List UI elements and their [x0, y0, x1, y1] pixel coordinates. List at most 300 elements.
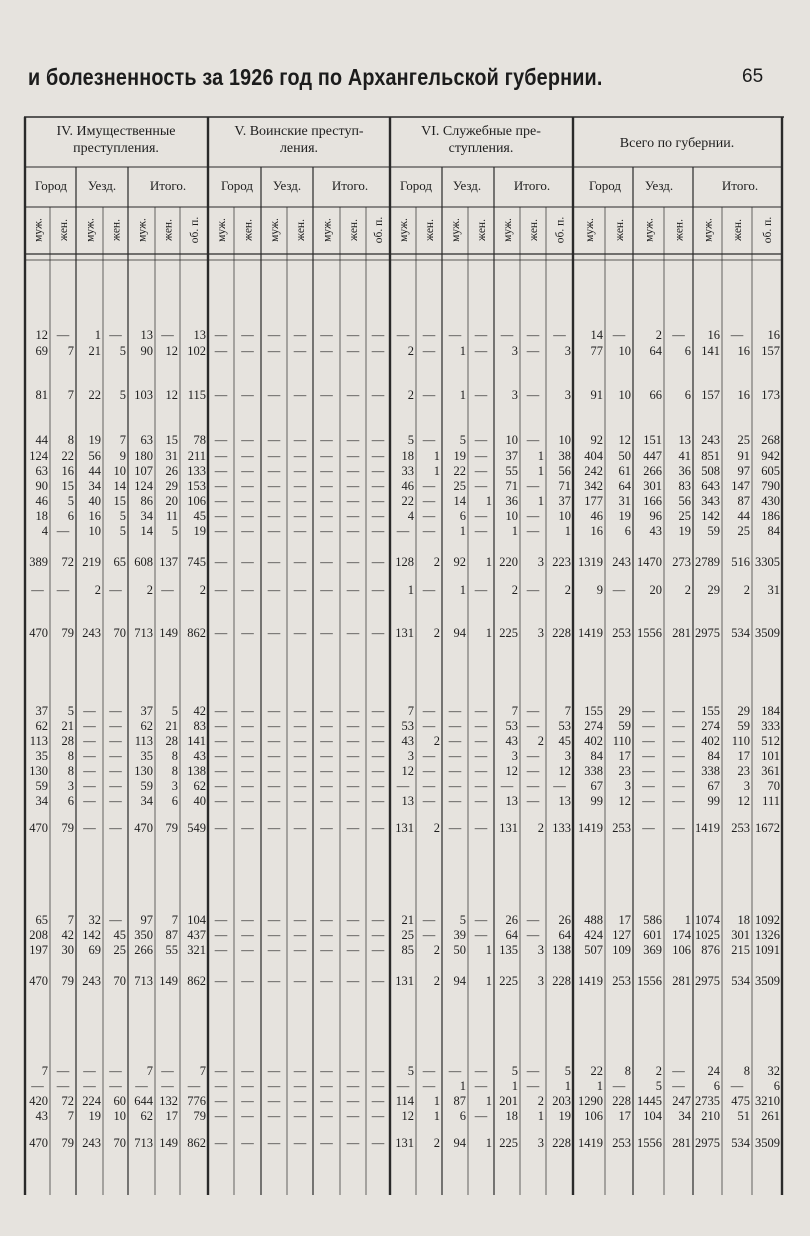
table-cell: —: [109, 1064, 122, 1078]
table-row: [36, 464, 781, 478]
table-cell: —: [474, 913, 488, 927]
table-cell: 608: [134, 555, 153, 569]
table-cell: 45: [558, 734, 571, 748]
table-cell: —: [109, 764, 122, 778]
table-cell: 1: [596, 1079, 603, 1093]
table-cell: —: [526, 749, 540, 763]
table-cell: 5: [655, 1079, 662, 1093]
table-cell: —: [320, 1109, 333, 1123]
table-cell: 253: [731, 821, 750, 835]
table-cell: 43: [401, 734, 414, 748]
table-cell: 1: [537, 464, 544, 478]
table-cell: 46: [401, 479, 414, 493]
table-cell: 174: [672, 928, 691, 942]
table-cell: 1: [433, 449, 440, 463]
table-cell: 1556: [637, 1136, 662, 1150]
table-cell: 2975: [695, 626, 720, 640]
table-cell: —: [474, 433, 488, 447]
table-cell: 97: [737, 464, 750, 478]
table-cell: 512: [761, 734, 780, 748]
table-cell: —: [293, 1079, 307, 1093]
group-header-province-total: Всего по губернии.: [619, 136, 735, 151]
table-cell: —: [371, 1094, 385, 1108]
table-cell: —: [371, 449, 385, 463]
table-cell: 59: [140, 779, 153, 793]
table-cell: —: [214, 794, 228, 808]
table-cell: 29: [737, 704, 750, 718]
table-cell: 876: [701, 943, 720, 957]
table-cell: —: [448, 328, 462, 342]
table-cell: 32: [767, 1064, 780, 1078]
table-cell: —: [371, 734, 385, 748]
table-cell: —: [214, 821, 228, 835]
table-cell: —: [396, 1079, 410, 1093]
table-cell: —: [396, 524, 410, 538]
table-cell: —: [320, 626, 333, 640]
table-cell: 243: [701, 433, 720, 447]
table-cell: 33: [401, 464, 414, 478]
table-cell: 18: [737, 913, 750, 927]
table-cell: 83: [678, 479, 691, 493]
table-cell: 19: [193, 524, 206, 538]
table-cell: —: [83, 794, 96, 808]
table-cell: —: [346, 583, 360, 597]
table-cell: 942: [761, 449, 780, 463]
table-cell: 5: [459, 913, 466, 927]
table-cell: 29: [165, 479, 178, 493]
table-cell: —: [109, 583, 122, 597]
table-row: [36, 719, 781, 733]
table-cell: 56: [678, 494, 691, 508]
table-cell: 94: [453, 974, 466, 988]
table-cell: —: [267, 943, 281, 957]
table-cell: —: [371, 479, 385, 493]
table-cell: —: [422, 1079, 436, 1093]
table-cell: —: [422, 328, 436, 342]
table-cell: 59: [737, 719, 750, 733]
table-cell: —: [474, 734, 488, 748]
table-cell: 1419: [578, 974, 603, 988]
table-cell: —: [642, 779, 655, 793]
table-cell: —: [612, 328, 626, 342]
table-cell: —: [241, 1109, 254, 1123]
table-cell: 281: [672, 1136, 691, 1150]
table-cell: 151: [643, 433, 662, 447]
table-cell: —: [474, 328, 488, 342]
table-cell: 268: [761, 433, 780, 447]
table-cell: 36: [678, 464, 691, 478]
table-cell: 1: [485, 626, 492, 640]
column-header-m: муж.: [502, 218, 514, 242]
table-cell: 402: [701, 734, 720, 748]
table-cell: 28: [61, 734, 74, 748]
table-cell: —: [214, 764, 228, 778]
table-cell: —: [346, 449, 360, 463]
table-cell: —: [241, 779, 254, 793]
table-cell: 1: [485, 1094, 492, 1108]
table-cell: —: [267, 449, 281, 463]
table-cell: —: [371, 779, 385, 793]
table-cell: —: [526, 328, 540, 342]
table-cell: 44: [88, 464, 101, 478]
table-cell: —: [293, 704, 307, 718]
table-cell: 1: [459, 388, 466, 402]
table-cell: 38: [558, 449, 571, 463]
table-cell: —: [346, 479, 360, 493]
table-cell: 24: [707, 1064, 720, 1078]
table-cell: 37: [140, 704, 153, 718]
table-cell: 79: [193, 1109, 206, 1123]
table-cell: 31: [618, 494, 631, 508]
table-cell: —: [320, 943, 333, 957]
table-cell: —: [214, 555, 228, 569]
table-cell: 1025: [695, 928, 720, 942]
table-cell: —: [448, 764, 462, 778]
table-cell: 28: [165, 734, 178, 748]
table-cell: 109: [612, 943, 631, 957]
table-cell: 243: [82, 1136, 101, 1150]
column-header-m: муж.: [321, 218, 334, 242]
table-cell: 1: [564, 1079, 571, 1093]
table-cell: 2: [655, 328, 662, 342]
table-cell: —: [161, 328, 174, 342]
table-cell: 31: [165, 449, 178, 463]
table-cell: —: [320, 719, 333, 733]
table-cell: 133: [552, 821, 571, 835]
table-cell: 43: [649, 524, 662, 538]
table-cell: 3: [537, 1136, 544, 1150]
table-cell: —: [448, 794, 462, 808]
table-cell: —: [346, 464, 360, 478]
table-cell: 16: [737, 344, 750, 358]
table-cell: 79: [165, 821, 178, 835]
table-cell: 507: [584, 943, 603, 957]
table-cell: —: [526, 1079, 540, 1093]
table-cell: —: [526, 344, 540, 358]
subheader-county: Уезд.: [272, 178, 302, 193]
table-cell: —: [371, 388, 385, 402]
table-cell: 10: [558, 433, 571, 447]
table-cell: —: [320, 433, 333, 447]
table-cell: 281: [672, 974, 691, 988]
table-cell: —: [293, 764, 307, 778]
table-cell: 131: [395, 1136, 414, 1150]
table-cell: —: [422, 509, 436, 523]
table-cell: —: [214, 626, 228, 640]
table-cell: 99: [590, 794, 603, 808]
table-cell: —: [320, 388, 333, 402]
table-cell: 420: [29, 1094, 48, 1108]
table-cell: 369: [643, 943, 662, 957]
table-cell: —: [267, 433, 281, 447]
table-cell: —: [293, 719, 307, 733]
table-row: [30, 583, 780, 597]
table-cell: 13: [140, 328, 153, 342]
table-cell: 43: [193, 749, 206, 763]
table-cell: 4: [41, 524, 48, 538]
table-cell: 2: [564, 583, 571, 597]
table-cell: —: [346, 779, 360, 793]
table-cell: 50: [453, 943, 466, 957]
table-cell: 19: [88, 1109, 101, 1123]
table-cell: —: [241, 328, 254, 342]
table-cell: —: [371, 555, 385, 569]
table-cell: —: [526, 433, 540, 447]
table-cell: —: [214, 974, 228, 988]
table-cell: 173: [761, 388, 780, 402]
table-cell: 131: [395, 626, 414, 640]
table-cell: 16: [707, 328, 720, 342]
table-cell: —: [320, 449, 333, 463]
column-header-f: жен.: [673, 219, 686, 241]
table-cell: 243: [82, 626, 101, 640]
table-cell: 8: [67, 749, 74, 763]
table-cell: —: [346, 1094, 360, 1108]
table-cell: 62: [35, 719, 48, 733]
table-cell: 2: [199, 583, 206, 597]
table-cell: 81: [35, 388, 48, 402]
table-cell: —: [161, 1064, 174, 1078]
table-cell: —: [241, 821, 254, 835]
table-cell: —: [267, 749, 281, 763]
column-header-f: жен.: [348, 219, 360, 241]
table-cell: 3509: [755, 974, 780, 988]
table-cell: 274: [701, 719, 720, 733]
table-cell: 70: [767, 779, 780, 793]
table-cell: 141: [701, 344, 720, 358]
table-cell: 7: [199, 1064, 206, 1078]
table-cell: —: [422, 719, 436, 733]
table-cell: —: [83, 704, 96, 718]
table-cell: —: [346, 764, 360, 778]
column-header-m: муж.: [643, 218, 656, 242]
table-cell: 7: [67, 344, 74, 358]
table-cell: —: [371, 704, 385, 718]
table-cell: 13: [401, 794, 414, 808]
table-cell: —: [161, 583, 174, 597]
table-cell: —: [241, 479, 254, 493]
table-cell: 25: [401, 928, 414, 942]
table-cell: —: [267, 1064, 281, 1078]
table-cell: 40: [193, 794, 206, 808]
table-cell: —: [346, 433, 360, 447]
table-cell: —: [214, 328, 228, 342]
table-cell: 470: [29, 821, 48, 835]
table-cell: 273: [672, 555, 691, 569]
table-cell: —: [109, 719, 122, 733]
table-cell: 8: [171, 749, 178, 763]
table-cell: 6: [67, 509, 74, 523]
table-cell: —: [56, 1079, 70, 1093]
table-cell: 2: [94, 583, 101, 597]
table-cell: 21: [401, 913, 414, 927]
table-cell: 42: [193, 704, 206, 718]
table-cell: —: [672, 794, 685, 808]
table-cell: —: [672, 749, 685, 763]
column-header-f: жен.: [295, 219, 307, 241]
table-cell: 2: [433, 943, 440, 957]
table-cell: 18: [505, 1109, 518, 1123]
table-cell: 53: [505, 719, 518, 733]
table-cell: 22: [401, 494, 414, 508]
table-cell: 90: [140, 344, 153, 358]
table-cell: —: [371, 494, 385, 508]
table-cell: 343: [701, 494, 720, 508]
table-cell: —: [267, 913, 281, 927]
table-cell: —: [642, 794, 655, 808]
table-cell: 44: [35, 433, 48, 447]
table-cell: 508: [701, 464, 720, 478]
table-cell: 342: [584, 479, 603, 493]
table-cell: 90: [35, 479, 48, 493]
table-cell: —: [293, 821, 307, 835]
table-cell: —: [371, 913, 385, 927]
table-cell: 10: [618, 388, 631, 402]
table-cell: 155: [701, 704, 720, 718]
table-cell: 37: [35, 704, 48, 718]
table-cell: 62: [140, 719, 153, 733]
table-cell: —: [267, 734, 281, 748]
table-cell: 19: [453, 449, 466, 463]
table-cell: 6: [67, 794, 74, 808]
table-cell: —: [422, 494, 436, 508]
table-cell: 1: [564, 524, 571, 538]
table-cell: 8: [171, 764, 178, 778]
table-cell: 225: [499, 626, 518, 640]
table-cell: 78: [193, 433, 206, 447]
table-cell: —: [346, 524, 360, 538]
table-cell: 5: [564, 1064, 571, 1078]
table-cell: —: [422, 344, 436, 358]
table-cell: —: [241, 1136, 254, 1150]
table-cell: 2: [684, 583, 691, 597]
table-cell: 23: [618, 764, 631, 778]
table-cell: 16: [61, 464, 74, 478]
table-cell: 37: [558, 494, 571, 508]
table-cell: 2: [407, 344, 414, 358]
table-cell: —: [267, 928, 281, 942]
table-cell: 534: [731, 626, 750, 640]
group-header-military-line1: V. Воинские преступ-: [234, 124, 364, 139]
table-cell: 7: [171, 913, 178, 927]
table-cell: 2975: [695, 974, 720, 988]
table-cell: 197: [29, 943, 48, 957]
table-cell: —: [526, 524, 540, 538]
table-cell: —: [672, 1064, 685, 1078]
subheader-total: Итого.: [149, 178, 187, 193]
group-headers: [57, 124, 735, 156]
table-row: [29, 449, 780, 463]
table-cell: 247: [672, 1094, 691, 1108]
table-cell: 113: [29, 734, 48, 748]
table-cell: 9: [596, 583, 603, 597]
table-cell: 776: [187, 1094, 206, 1108]
table-cell: 67: [590, 779, 603, 793]
table-cell: 45: [193, 509, 206, 523]
table-cell: 69: [88, 943, 101, 957]
table-cell: 65: [113, 555, 126, 569]
table-cell: 228: [612, 1094, 631, 1108]
table-cell: —: [109, 749, 122, 763]
table-cell: 1: [537, 449, 544, 463]
table-cell: 34: [140, 794, 153, 808]
table-cell: 17: [737, 749, 750, 763]
table-cell: 243: [612, 555, 631, 569]
table-cell: —: [320, 749, 333, 763]
table-cell: 64: [558, 928, 571, 942]
table-cell: —: [422, 388, 436, 402]
column-header-b: об. п.: [762, 216, 774, 244]
table-cell: —: [474, 821, 488, 835]
table-cell: 2: [433, 1136, 440, 1150]
table-cell: —: [214, 449, 228, 463]
table-cell: 862: [187, 974, 206, 988]
table-cell: 3: [564, 388, 571, 402]
table-cell: —: [320, 1094, 333, 1108]
table-cell: 488: [584, 913, 603, 927]
table-cell: 2: [433, 821, 440, 835]
table-cell: —: [214, 749, 228, 763]
table-cell: 8: [67, 764, 74, 778]
subheader-city: Город: [399, 178, 433, 193]
table-cell: —: [320, 555, 333, 569]
table-cell: 350: [134, 928, 153, 942]
table-cell: 22: [590, 1064, 603, 1078]
table-cell: —: [371, 464, 385, 478]
table-cell: —: [346, 928, 360, 942]
table-cell: 210: [701, 1109, 720, 1123]
table-cell: 2: [433, 626, 440, 640]
table-cell: 25: [678, 509, 691, 523]
table-cell: 437: [187, 928, 206, 942]
column-header-m: муж.: [136, 218, 149, 242]
table-cell: —: [474, 464, 488, 478]
table-cell: 11: [165, 509, 178, 523]
table-cell: 110: [612, 734, 631, 748]
table-cell: —: [214, 779, 228, 793]
table-cell: —: [241, 449, 254, 463]
table-cell: 1326: [755, 928, 780, 942]
table-cell: 36: [505, 494, 518, 508]
table-cell: 115: [187, 388, 206, 402]
table-cell: 131: [395, 974, 414, 988]
table-cell: —: [241, 749, 254, 763]
table-cell: 1: [459, 344, 466, 358]
table-cell: —: [320, 524, 333, 538]
table-cell: 7: [67, 388, 74, 402]
table-cell: —: [161, 1079, 174, 1093]
table-cell: 25: [453, 479, 466, 493]
table-cell: 131: [499, 821, 518, 835]
table-cell: 605: [761, 464, 780, 478]
table-cell: 63: [140, 433, 153, 447]
column-header-m: муж.: [84, 218, 97, 242]
table-cell: —: [371, 626, 385, 640]
table-cell: —: [474, 764, 488, 778]
table-cell: —: [422, 583, 436, 597]
table-cell: —: [267, 626, 281, 640]
table-cell: 26: [505, 913, 518, 927]
table-body: [29, 328, 781, 1150]
table-cell: 470: [29, 626, 48, 640]
table-cell: 1319: [578, 555, 603, 569]
table-cell: —: [109, 794, 122, 808]
table-cell: 70: [113, 974, 126, 988]
table-cell: 1556: [637, 974, 662, 988]
table-cell: —: [422, 1064, 436, 1078]
table-cell: 2: [537, 821, 544, 835]
group-header-military-line2: ления.: [279, 141, 319, 156]
